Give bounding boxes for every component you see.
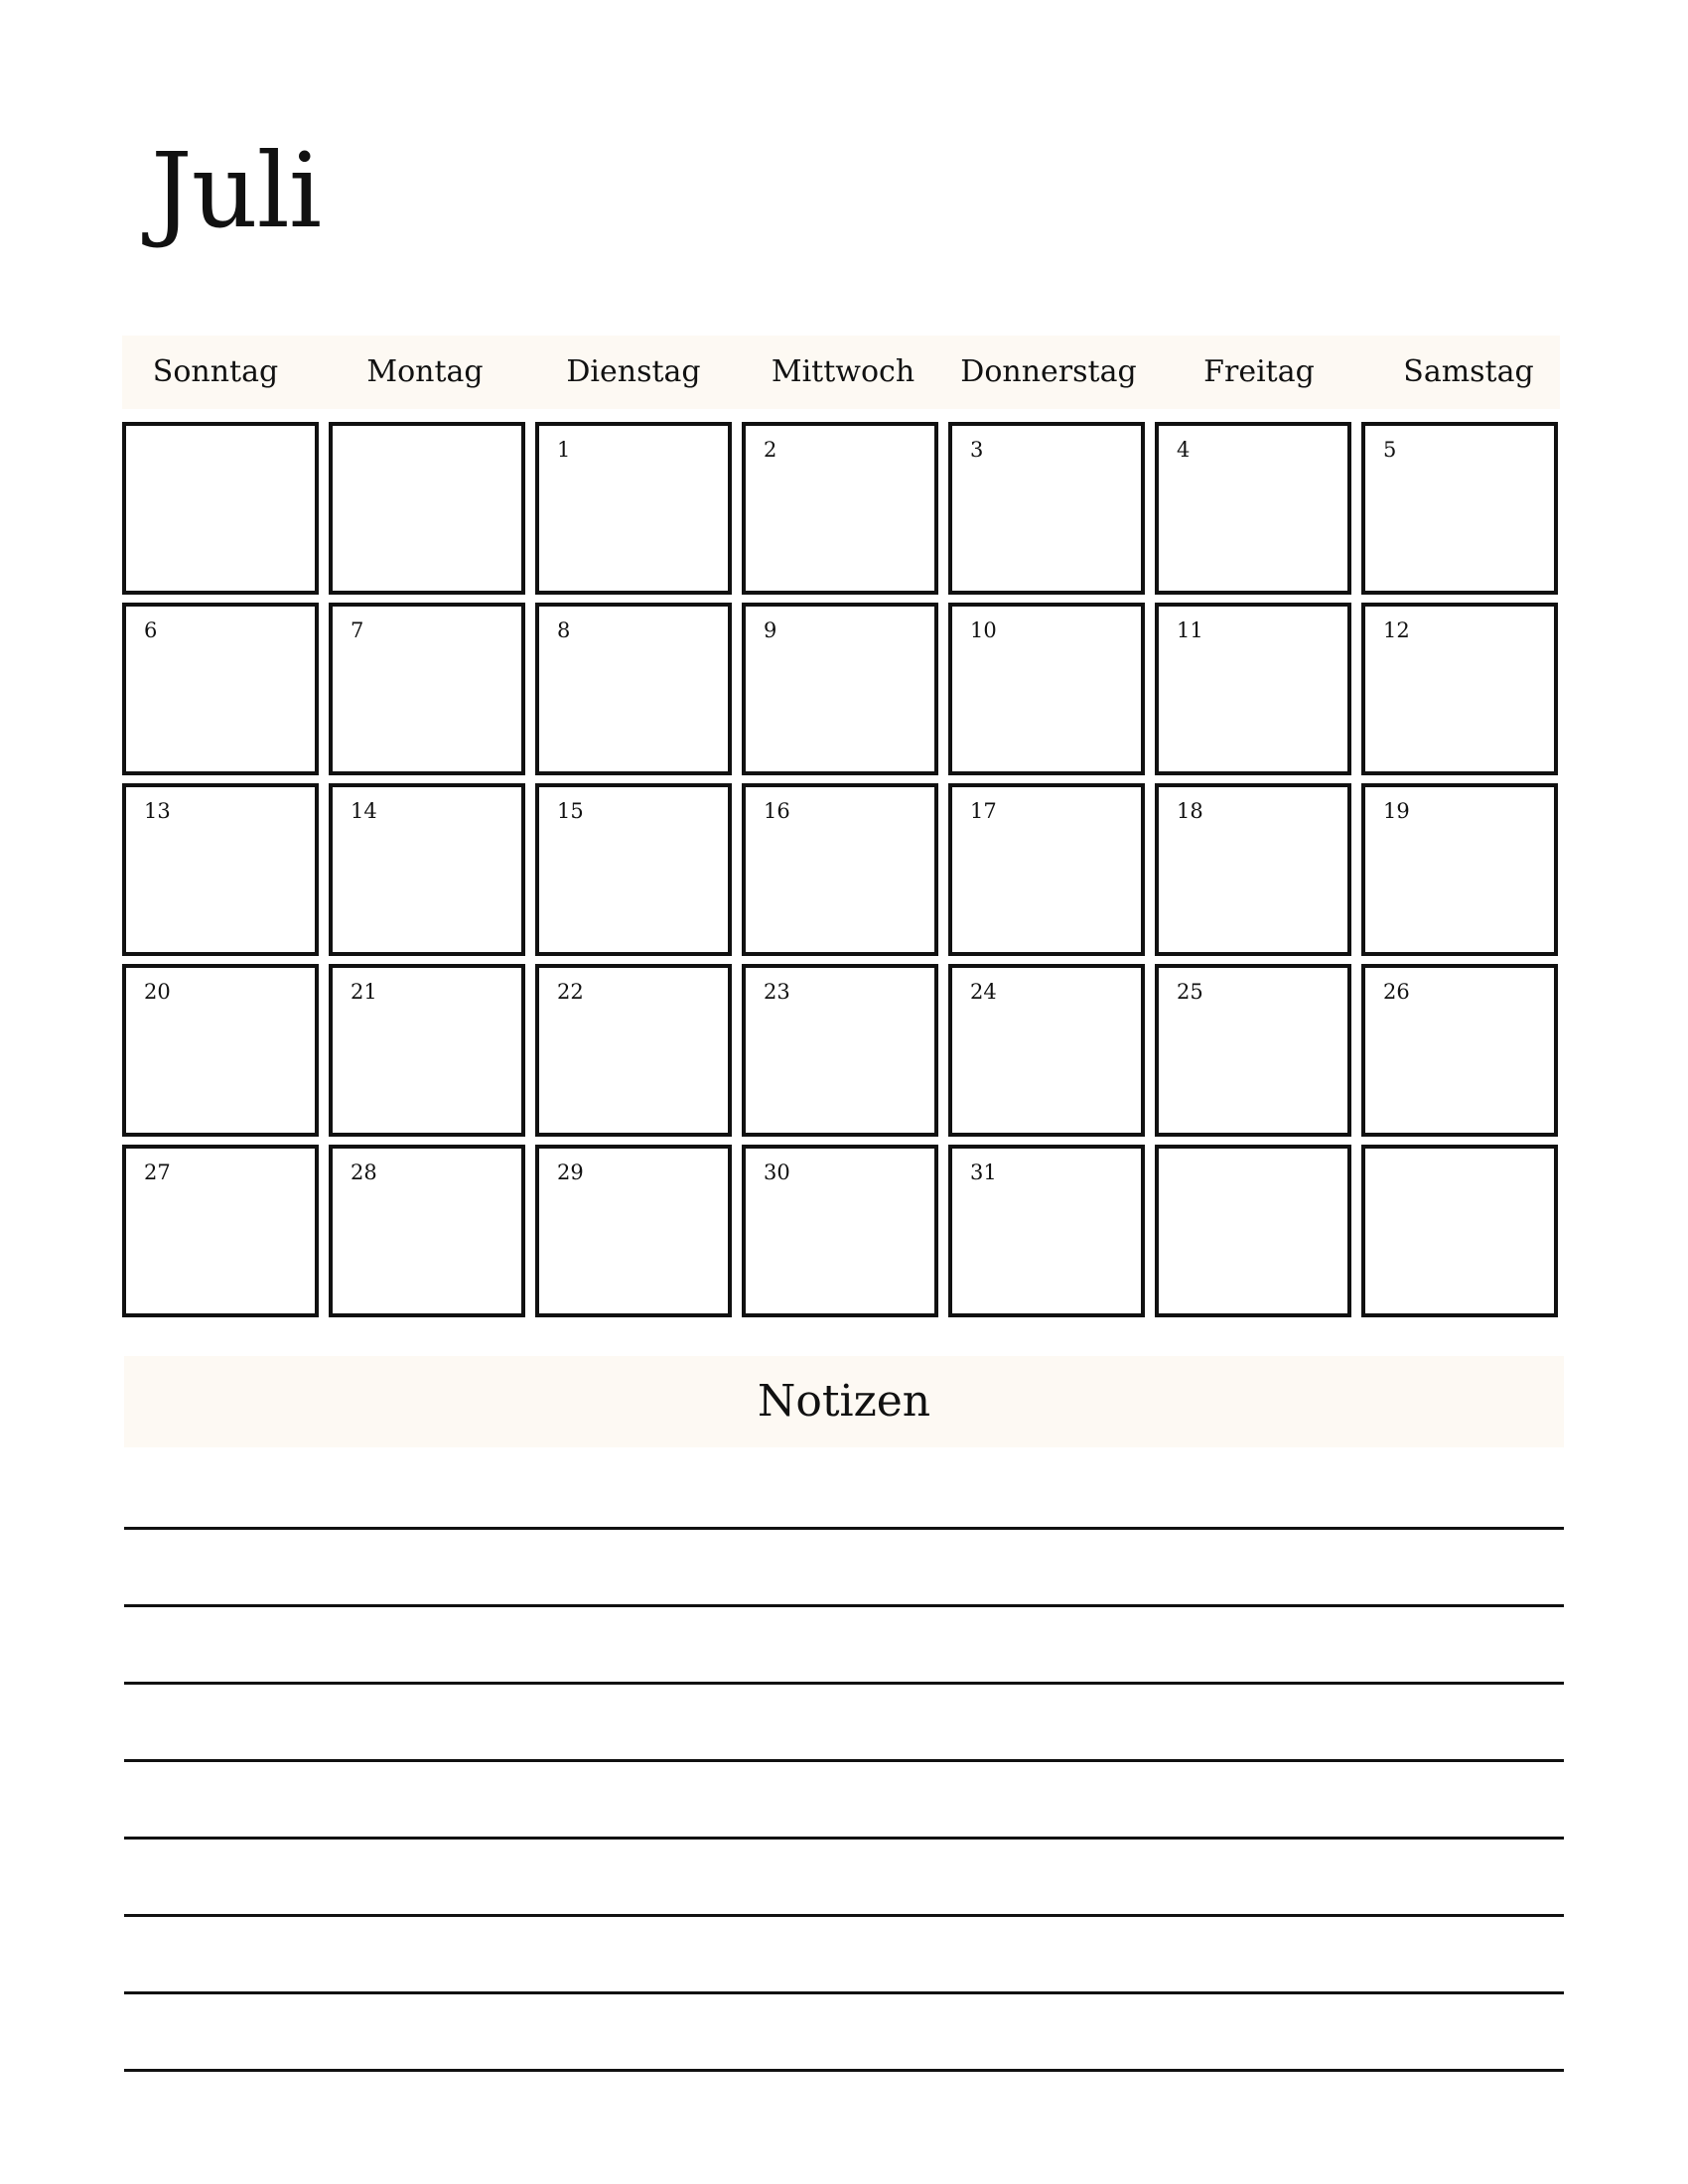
note-line bbox=[124, 1527, 1564, 1530]
note-line bbox=[124, 1914, 1564, 1917]
day-cell[interactable] bbox=[122, 1145, 319, 1317]
day-cell[interactable] bbox=[948, 422, 1145, 595]
day-cell[interactable] bbox=[742, 964, 938, 1137]
weekday-sonntag: Sonntag bbox=[152, 354, 279, 389]
day-cell[interactable] bbox=[1361, 783, 1558, 956]
day-number: 22 bbox=[557, 980, 584, 1004]
day-number: 31 bbox=[970, 1160, 997, 1184]
weekday-dienstag: Dienstag bbox=[566, 354, 701, 389]
day-cell[interactable] bbox=[329, 603, 525, 775]
day-number: 4 bbox=[1177, 438, 1191, 462]
day-number: 30 bbox=[764, 1160, 790, 1184]
day-number: 28 bbox=[351, 1160, 377, 1184]
day-number: 23 bbox=[764, 980, 790, 1004]
weekday-header bbox=[122, 336, 1560, 409]
day-cell[interactable] bbox=[1155, 783, 1351, 956]
day-cell[interactable] bbox=[742, 603, 938, 775]
day-number: 15 bbox=[557, 799, 584, 823]
day-cell[interactable] bbox=[1361, 603, 1558, 775]
day-cell[interactable] bbox=[1155, 422, 1351, 595]
note-line bbox=[124, 1682, 1564, 1685]
day-cell[interactable] bbox=[329, 783, 525, 956]
day-cell[interactable] bbox=[742, 422, 938, 595]
empty-day-cell[interactable] bbox=[1155, 1145, 1351, 1317]
day-cell[interactable] bbox=[535, 603, 732, 775]
month-title: Juli bbox=[151, 130, 322, 251]
day-number: 25 bbox=[1177, 980, 1203, 1004]
day-number: 21 bbox=[351, 980, 377, 1004]
day-cell[interactable] bbox=[122, 603, 319, 775]
weekday-freitag: Freitag bbox=[1203, 354, 1315, 389]
day-number: 17 bbox=[970, 799, 997, 823]
note-line bbox=[124, 1604, 1564, 1607]
day-cell[interactable] bbox=[948, 603, 1145, 775]
empty-day-cell[interactable] bbox=[1361, 1145, 1558, 1317]
day-cell[interactable] bbox=[1361, 964, 1558, 1137]
day-number: 20 bbox=[144, 980, 171, 1004]
day-number: 14 bbox=[351, 799, 377, 823]
day-number: 8 bbox=[557, 618, 571, 642]
note-line bbox=[124, 1759, 1564, 1762]
note-line bbox=[124, 1837, 1564, 1840]
day-number: 19 bbox=[1383, 799, 1410, 823]
day-number: 13 bbox=[144, 799, 171, 823]
day-cell[interactable] bbox=[535, 783, 732, 956]
day-number: 18 bbox=[1177, 799, 1203, 823]
day-cell[interactable] bbox=[948, 783, 1145, 956]
day-number: 11 bbox=[1177, 618, 1203, 642]
empty-day-cell[interactable] bbox=[122, 422, 319, 595]
weekday-donnerstag: Donnerstag bbox=[960, 354, 1137, 389]
notes-title: Notizen bbox=[757, 1376, 931, 1427]
day-number: 7 bbox=[351, 618, 364, 642]
day-cell[interactable] bbox=[1155, 603, 1351, 775]
notes-header bbox=[124, 1356, 1564, 1447]
day-cell[interactable] bbox=[535, 1145, 732, 1317]
day-number: 27 bbox=[144, 1160, 171, 1184]
day-cell[interactable] bbox=[742, 783, 938, 956]
day-number: 24 bbox=[970, 980, 997, 1004]
day-cell[interactable] bbox=[329, 964, 525, 1137]
day-number: 29 bbox=[557, 1160, 584, 1184]
day-cell[interactable] bbox=[329, 1145, 525, 1317]
day-number: 16 bbox=[764, 799, 790, 823]
day-number: 1 bbox=[557, 438, 571, 462]
day-cell[interactable] bbox=[742, 1145, 938, 1317]
day-number: 10 bbox=[970, 618, 997, 642]
weekday-mittwoch: Mittwoch bbox=[771, 354, 915, 389]
note-line bbox=[124, 2069, 1564, 2072]
day-number: 6 bbox=[144, 618, 158, 642]
day-cell[interactable] bbox=[1361, 422, 1558, 595]
day-number: 5 bbox=[1383, 438, 1397, 462]
note-line bbox=[124, 1991, 1564, 1994]
day-number: 12 bbox=[1383, 618, 1410, 642]
day-cell[interactable] bbox=[122, 964, 319, 1137]
day-cell[interactable] bbox=[535, 964, 732, 1137]
day-number: 26 bbox=[1383, 980, 1410, 1004]
day-cell[interactable] bbox=[535, 422, 732, 595]
day-cell[interactable] bbox=[948, 1145, 1145, 1317]
day-number: 2 bbox=[764, 438, 777, 462]
day-cell[interactable] bbox=[948, 964, 1145, 1137]
day-number: 9 bbox=[764, 618, 777, 642]
weekday-montag: Montag bbox=[366, 354, 484, 389]
day-cell[interactable] bbox=[122, 783, 319, 956]
empty-day-cell[interactable] bbox=[329, 422, 525, 595]
weekday-samstag: Samstag bbox=[1403, 354, 1534, 389]
day-cell[interactable] bbox=[1155, 964, 1351, 1137]
day-number: 3 bbox=[970, 438, 984, 462]
